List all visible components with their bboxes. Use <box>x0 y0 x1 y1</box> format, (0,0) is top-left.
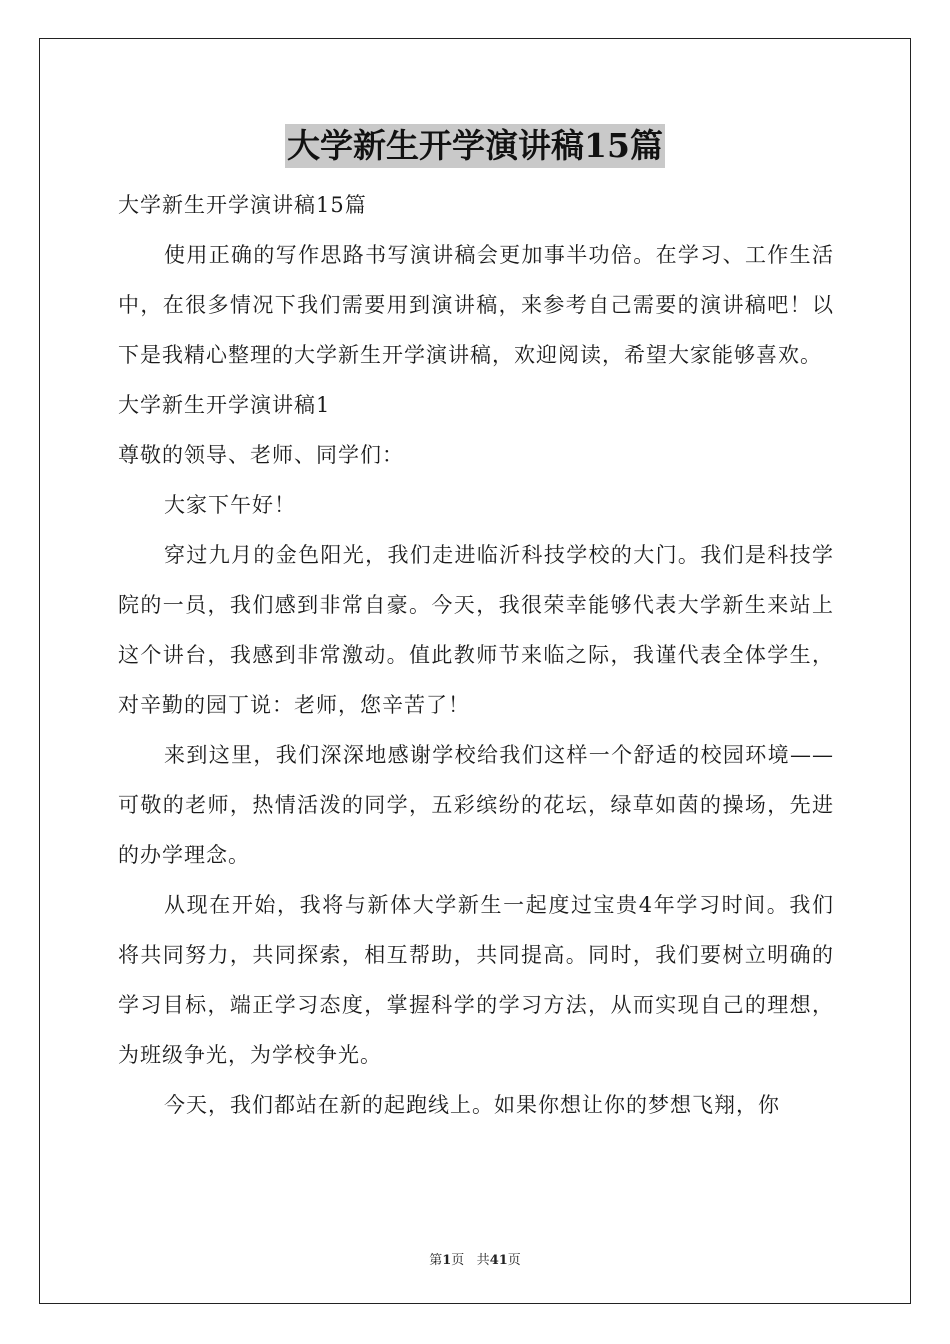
paragraph: 大学新生开学演讲稿15篇 <box>118 193 367 217</box>
paragraph: 从现在开始，我将与新体大学新生一起度过宝贵4年学习时间。我们将共同努力，共同探索，相互帮助，共同提高。同时，我们要树立明确的学习目标，端正学习态度，掌握科学的学习方法，从而实现自己的理想，为班级争光，为学校争光。 <box>118 893 834 1067</box>
document-body <box>118 180 834 1130</box>
page-number: 1 <box>442 1253 452 1268</box>
page-label-suffix: 页 <box>451 1253 465 1268</box>
page-label-prefix: 第 <box>429 1253 443 1268</box>
paragraph: 大学新生开学演讲稿1 <box>118 393 331 417</box>
paragraph: 来到这里，我们深深地感谢学校给我们这样一个舒适的校园环境——可敬的老师，热情活泼的同学，五彩缤纷的花坛，绿草如茵的操场，先进的办学理念。 <box>118 743 834 867</box>
paragraph: 穿过九月的金色阳光，我们走进临沂科技学校的大门。我们是科技学院的一员，我们感到非常自豪。今天，我很荣幸能够代表大学新生来站上这个讲台，我感到非常激动。值此教师节来临之际，我谨代表全体学生，对辛勤的园丁说：老师，您辛苦了！ <box>118 543 834 717</box>
total-label-prefix: 共 <box>476 1253 490 1268</box>
document-title: 大学新生开学演讲稿15篇 <box>285 124 665 168</box>
page-footer <box>0 1249 950 1268</box>
title-container <box>0 124 950 168</box>
paragraph: 今天，我们都站在新的起跑线上。如果你想让你的梦想飞翔，你 <box>164 1093 780 1117</box>
total-pages: 41 <box>489 1253 508 1268</box>
paragraph: 尊敬的领导、老师、同学们： <box>118 443 404 467</box>
paragraph: 使用正确的写作思路书写演讲稿会更加事半功倍。在学习、工作生活中，在很多情况下我们需要用到演讲稿，来参考自己需要的演讲稿吧！以下是我精心整理的大学新生开学演讲稿，欢迎阅读，希望大家能够喜欢。 <box>118 243 834 367</box>
paragraph: 大家下午好！ <box>164 493 296 517</box>
total-label-suffix: 页 <box>507 1253 521 1268</box>
